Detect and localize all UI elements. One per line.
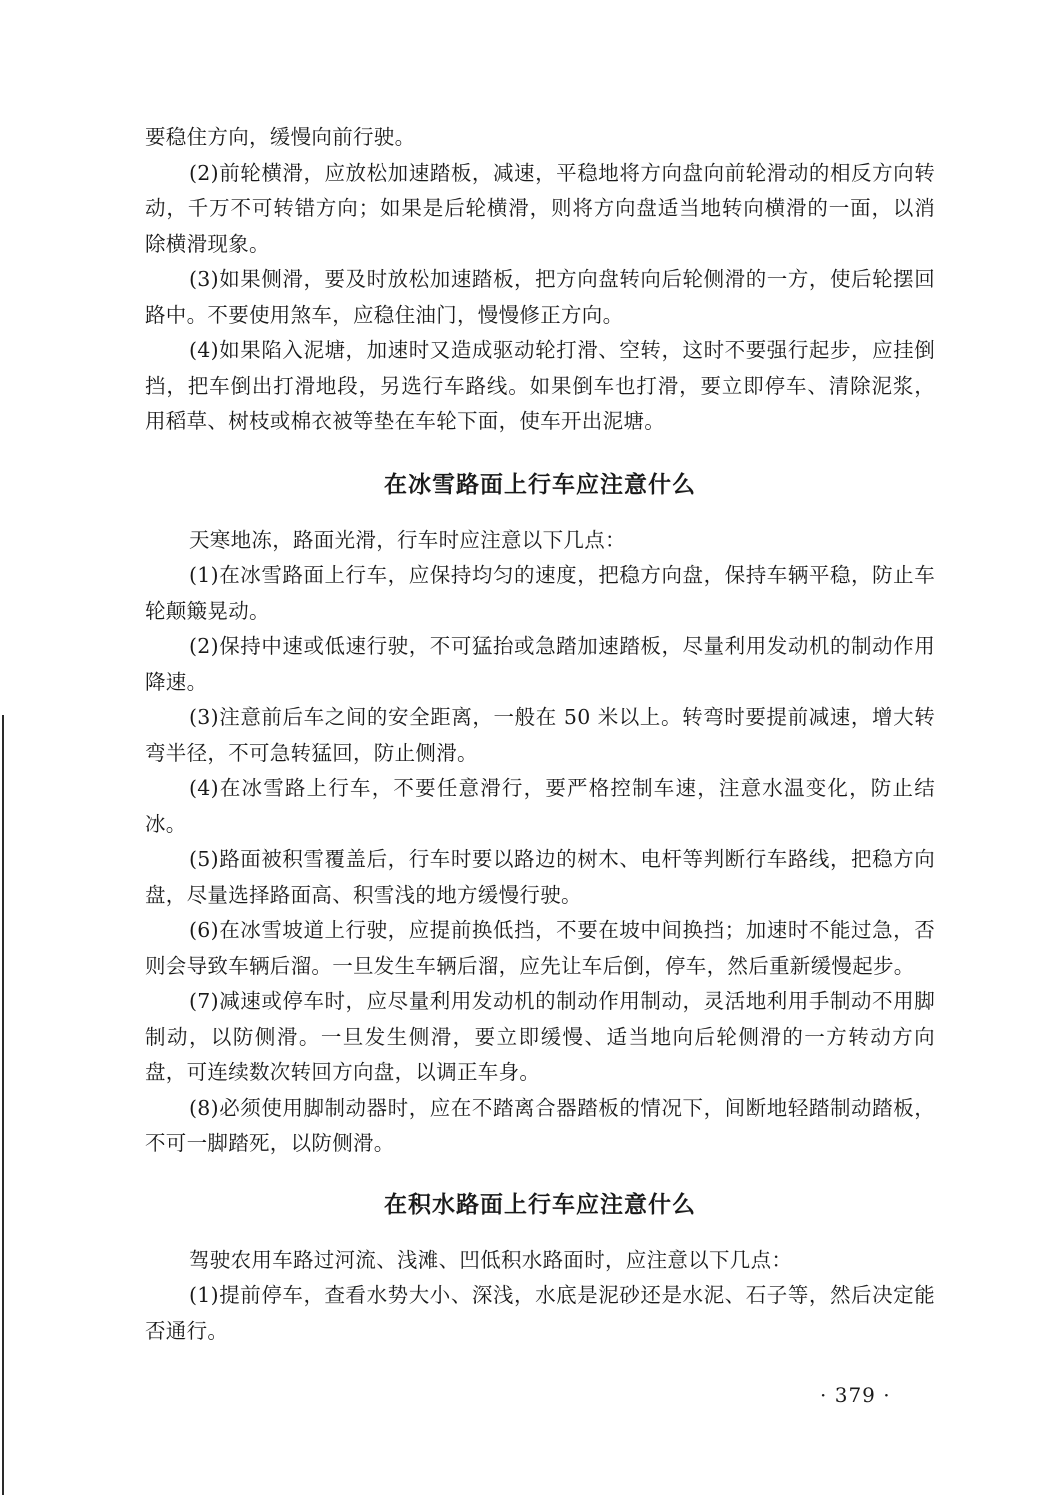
paragraph: (2)前轮横滑，应放松加速踏板，减速，平稳地将方向盘向前轮滑动的相反方向转动，千万不可转错方向；如果是后轮横滑，则将方向盘适当地转向横滑的一面，以消除横滑现象。 bbox=[145, 160, 935, 256]
paragraph: (4)在冰雪路上行车，不要任意滑行，要严格控制车速，注意水温变化，防止结冰。 bbox=[145, 776, 935, 836]
paragraph: (4)如果陷入泥塘，加速时又造成驱动轮打滑、空转，这时不要强行起步，应挂倒挡，把车倒出打滑地段，另选行车路线。如果倒车也打滑，要立即停车、清除泥浆，用稻草、树枝或棉衣被等垫在车轮下面，使车开出泥塘。 bbox=[145, 338, 935, 433]
section-heading-water: 在积水路面上行车应注意什么 bbox=[384, 1191, 696, 1218]
paragraph: 天寒地冻，路面光滑，行车时应注意以下几点： bbox=[189, 527, 626, 552]
page-number: · 379 · bbox=[820, 1383, 891, 1407]
section-heading-ice: 在冰雪路面上行车应注意什么 bbox=[384, 471, 696, 498]
paragraph: 驾驶农用车路过河流、浅滩、凹低积水路面时，应注意以下几点： bbox=[189, 1247, 793, 1272]
paragraph: (3)注意前后车之间的安全距离，一般在 50 米以上。转弯时要提前减速，增大转弯半径，不可急转猛回，防止侧滑。 bbox=[145, 705, 935, 765]
paragraph: (1)提前停车，查看水势大小、深浅，水底是泥砂还是水泥、石子等，然后决定能否通行。 bbox=[145, 1283, 935, 1343]
binding-edge-line bbox=[2, 715, 4, 1495]
paragraph: (8)必须使用脚制动器时，应在不踏离合器踏板的情况下，间断地轻踏制动踏板，不可一脚踏死，以防侧滑。 bbox=[145, 1095, 935, 1155]
paragraph: 要稳住方向，缓慢向前行驶。 bbox=[145, 125, 416, 149]
paragraph: (3)如果侧滑，要及时放松加速踏板，把方向盘转向后轮侧滑的一方，使后轮摆回路中。不要使用煞车，应稳住油门，慢慢修正方向。 bbox=[145, 267, 935, 327]
paragraph: (1)在冰雪路面上行车，应保持均匀的速度，把稳方向盘，保持车辆平稳，防止车轮颠簸晃动。 bbox=[145, 563, 935, 623]
paragraph: (5)路面被积雪覆盖后，行车时要以路边的树木、电杆等判断行车路线，把稳方向盘，尽量选择路面高、积雪浅的地方缓慢行驶。 bbox=[145, 847, 935, 907]
paragraph: (7)减速或停车时，应尽量利用发动机的制动作用制动，灵活地利用手制动不用脚制动，以防侧滑。一旦发生侧滑，要立即缓慢、适当地向后轮侧滑的一方转动方向盘，可连续数次转回方向盘，以调正车身。 bbox=[145, 989, 935, 1084]
paragraph: (6)在冰雪坡道上行驶，应提前换低挡，不要在坡中间换挡；加速时不能过急，否则会导致车辆后溜。一旦发生车辆后溜，应先让车后倒，停车，然后重新缓慢起步。 bbox=[145, 918, 935, 978]
page-content bbox=[145, 120, 935, 1349]
paragraph: (2)保持中速或低速行驶，不可猛抬或急踏加速踏板，尽量利用发动机的制动作用降速。 bbox=[145, 634, 935, 694]
